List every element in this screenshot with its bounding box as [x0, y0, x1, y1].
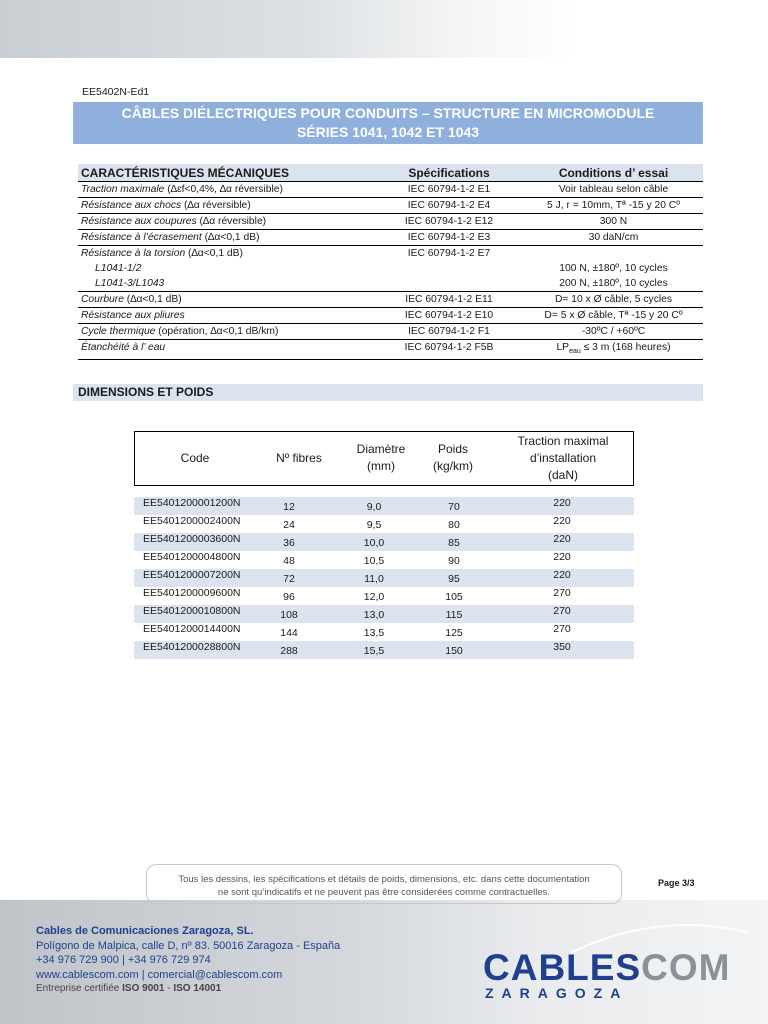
document-reference: EE5402N-Ed1 [82, 86, 150, 98]
row-label: Traction maximale (∆ɛf<0,4%, ∆α réversible) [78, 182, 374, 198]
table-row [78, 292, 703, 308]
company-phone: +34 976 729 900 | +34 976 729 974 [36, 954, 211, 966]
cell-diameter: 9,5 [366, 519, 382, 531]
table-row [134, 641, 634, 659]
cell-diameter: 10,5 [363, 555, 385, 567]
row-label: Résistance à la torsion (∆α<0,1 dB) L1041-1/2 L1041-3/L1043 [78, 246, 374, 292]
page-number: Page 3/3 [658, 878, 695, 888]
cell-fibres: 24 [283, 519, 295, 531]
row-spec: IEC 60794-1-2 F5B [374, 340, 524, 360]
cell-weight: 90 [448, 555, 460, 567]
cell-diameter: 10,0 [363, 537, 385, 549]
cell-traction: 220 [553, 533, 571, 545]
table-row [134, 587, 634, 605]
header-band [0, 0, 768, 58]
cablescom-logo: CABLESCOM ZARAGOZA [483, 947, 731, 1001]
table-row [78, 230, 703, 246]
dim-header-fibres: Nº fibres [276, 450, 322, 465]
cell-traction: 270 [553, 605, 571, 617]
table-row [78, 214, 703, 230]
cell-diameter: 11,0 [364, 573, 384, 585]
cell-code: EE5401200004800N [143, 551, 241, 563]
row-condition: -30ºC / +60ºC [524, 324, 703, 340]
row-spec: IEC 60794-1-2 E12 [374, 214, 524, 230]
row-spec: IEC 60794-1-2 E10 [374, 308, 524, 324]
mechanical-characteristics-table [78, 164, 703, 360]
dim-header-code: Code [180, 450, 210, 465]
table-row [134, 551, 634, 569]
disclaimer-note: Tous les dessins, les spécifications et détails de poids, dimensions, etc. dans cette documentation ne sont qu’indicatifs et ne peuvent pas être considerées comme contractuelles. [146, 864, 622, 904]
table-row [78, 308, 703, 324]
table-row-torsion [78, 246, 703, 292]
dimensions-section-title: DIMENSIONS ET POIDS [73, 384, 703, 401]
table-row [78, 324, 703, 340]
torsion-cond-1: 100 N, ±180º, 10 cycles [559, 263, 668, 274]
cell-weight: 115 [445, 609, 463, 621]
row-condition: D= 10 x Ø câble, 5 cycles [524, 292, 703, 308]
row-label: Étanchéité à l’ eau [78, 340, 374, 360]
table-row [78, 340, 703, 360]
table-row [134, 497, 634, 515]
cell-traction: 350 [553, 641, 571, 653]
table-row [134, 605, 634, 623]
cell-code: EE5401200028800N [143, 641, 241, 653]
cell-code: EE5401200003600N [143, 533, 241, 545]
row-label: Résistance à l’écrasement (∆α<0,1 dB) [78, 230, 374, 246]
cell-weight: 80 [448, 519, 460, 531]
cell-code: EE5401200001200N [143, 497, 241, 509]
row-spec: IEC 60794-1-2 F1 [374, 324, 524, 340]
torsion-cond-2: 200 N, ±180º, 10 cycles [559, 278, 668, 289]
torsion-sub-1: L1041-1/2 [95, 263, 142, 274]
dim-header-weight: Poids (kg/km) [433, 442, 473, 473]
title-line-2: SÉRIES 1041, 1042 ET 1043 [296, 124, 480, 140]
dimensions-table-body [134, 497, 634, 659]
cell-code: EE5401200007200N [143, 569, 241, 581]
cell-diameter: 9,0 [366, 501, 382, 513]
document-title [73, 102, 703, 144]
torsion-sub-2: L1041-3/L1043 [95, 278, 165, 289]
title-line-1: CÂBLES DIÉLECTRIQUES POUR CONDUITS – STRUCTURE EN MICROMODULE [121, 105, 655, 121]
cell-fibres: 72 [283, 573, 295, 585]
cell-weight: 105 [445, 591, 463, 603]
company-certification: Entreprise certifiée ISO 9001 - ISO 14001 [36, 983, 222, 994]
dim-header-diameter: Diamètre (mm) [356, 442, 406, 473]
cell-fibres: 288 [280, 645, 298, 657]
company-name: Cables de Comunicaciones Zaragoza, SL. [36, 925, 254, 937]
row-spec: IEC 60794-1-2 E1 [374, 182, 524, 198]
cell-diameter: 12,0 [363, 591, 385, 603]
dim-header-traction: Traction maximal d’installation (daN) [517, 433, 609, 482]
row-spec: IEC 60794-1-2 E4 [374, 198, 524, 214]
cell-fibres: 108 [280, 609, 298, 621]
cell-code: EE5401200002400N [143, 515, 241, 527]
cell-code: EE5401200009600N [143, 587, 241, 599]
company-web[interactable]: www.cablescom.com | comercial@cablescom.com [36, 968, 283, 981]
row-label: Résistance aux pliures [78, 308, 374, 324]
row-spec: IEC 60794-1-2 E7 [374, 246, 524, 292]
cell-traction: 270 [553, 623, 571, 635]
mech-header-specifications: Spécifications [374, 164, 524, 182]
table-row [134, 515, 634, 533]
cell-weight: 85 [448, 537, 460, 549]
mech-header-characteristics: CARACTÉRISTIQUES MÉCANIQUES [78, 164, 374, 182]
table-row [134, 623, 634, 641]
mech-header-conditions: Conditions d’ essai [524, 164, 703, 182]
table-row [78, 198, 703, 214]
cell-traction: 220 [553, 515, 571, 527]
cell-weight: 95 [448, 573, 460, 585]
row-condition: D= 5 x Ø câble, Tª -15 y 20 Cº [524, 308, 703, 324]
row-label: Cycle thermique (opération, ∆α<0,1 dB/km) [78, 324, 374, 340]
cell-weight: 150 [445, 645, 463, 657]
cell-code: EE5401200010800N [143, 605, 241, 617]
company-info [36, 924, 340, 997]
cell-traction: 220 [553, 497, 571, 509]
row-label: Résistance aux chocs (∆α réversible) [78, 198, 374, 214]
cell-weight: 125 [445, 627, 463, 639]
row-condition: 5 J, r = 10mm, Tª -15 y 20 Cº [524, 198, 703, 214]
cell-fibres: 36 [283, 537, 295, 549]
row-condition: Voir tableau selon câble [524, 182, 703, 198]
row-spec: IEC 60794-1-2 E11 [374, 292, 524, 308]
cell-diameter: 13,0 [363, 609, 385, 621]
table-row [134, 533, 634, 551]
row-condition: 300 N [524, 214, 703, 230]
row-condition: 30 daN/cm [524, 230, 703, 246]
cell-traction: 220 [553, 551, 571, 563]
cell-fibres: 12 [283, 501, 295, 513]
row-label: Résistance aux coupures (∆α réversible) [78, 214, 374, 230]
table-row [78, 182, 703, 198]
row-condition [524, 246, 703, 292]
cell-traction: 270 [553, 587, 571, 599]
table-row [134, 569, 634, 587]
company-address: Polígono de Malpica, calle D, nº 83. 50016 Zaragoza - España [36, 939, 341, 952]
cell-weight: 70 [448, 501, 460, 513]
cell-fibres: 96 [283, 591, 295, 603]
cell-code: EE5401200014400N [143, 623, 241, 635]
row-spec: IEC 60794-1-2 E3 [374, 230, 524, 246]
cell-diameter: 15,5 [363, 645, 385, 657]
cell-diameter: 13,5 [363, 627, 385, 639]
cell-fibres: 48 [283, 555, 295, 567]
row-condition: $LP_{eau} \le 3$ m (168 heures) [524, 340, 703, 360]
dimensions-table-header [134, 431, 634, 486]
cell-traction: 220 [553, 569, 571, 581]
cell-fibres: 144 [280, 627, 298, 639]
row-label: Courbure (∆α<0,1 dB) [78, 292, 374, 308]
